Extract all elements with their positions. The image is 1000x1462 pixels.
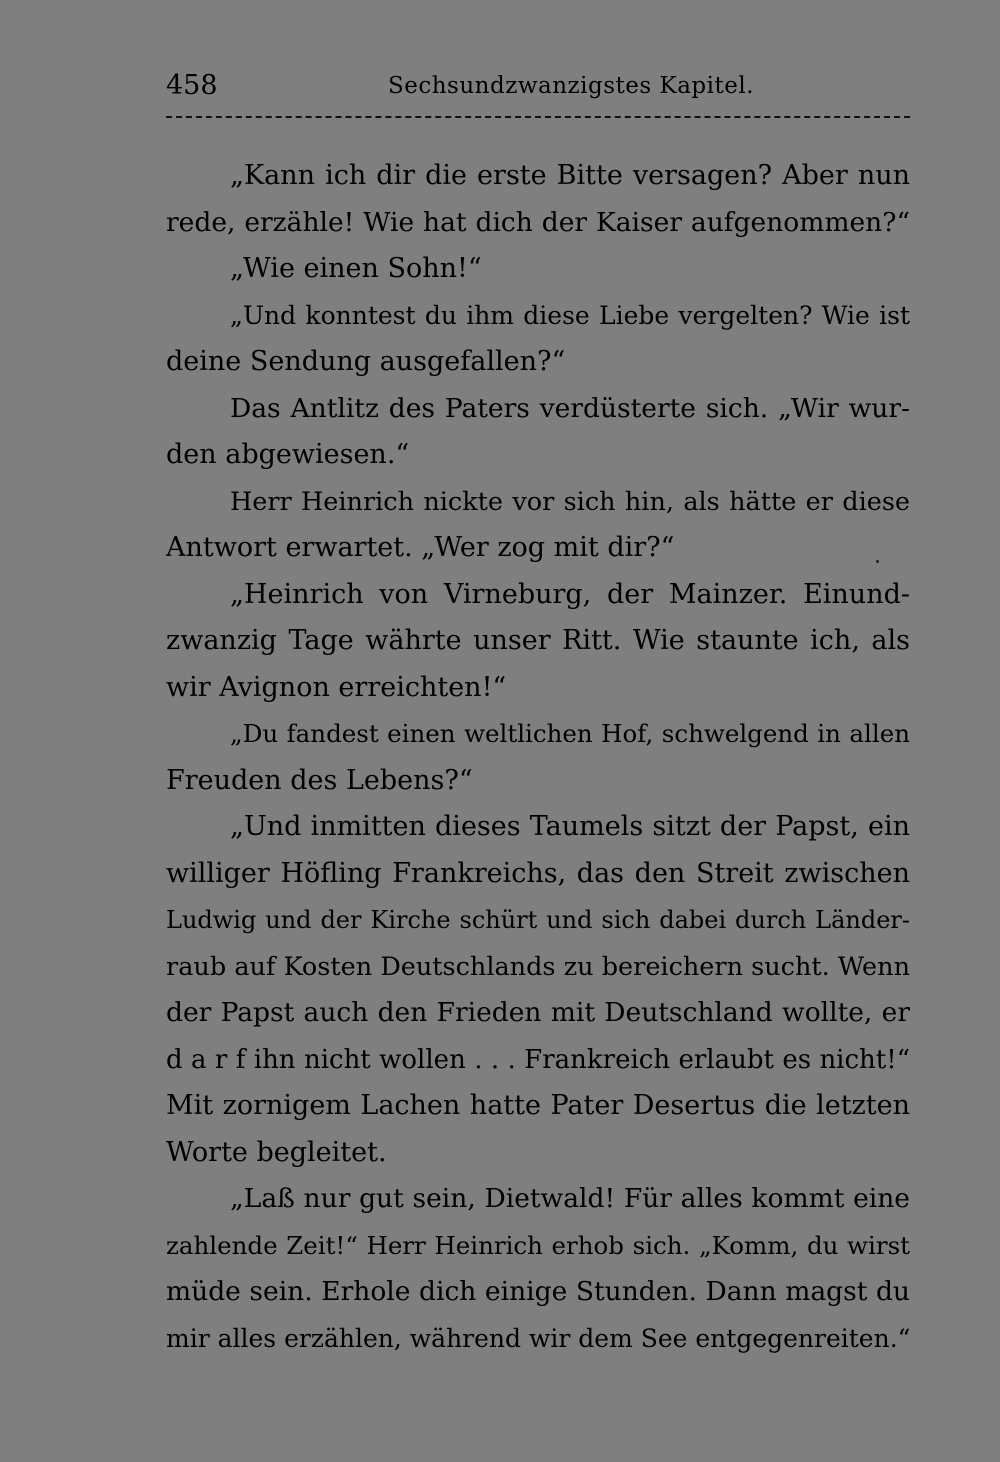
text-line: „Und konntest du ihm diese Liebe vergelten? Wie ist bbox=[230, 300, 910, 330]
text-line: den abgewiesen.“ bbox=[166, 439, 410, 470]
text-line: raub auf Kosten Deutschlands zu bereichern sucht. Wenn bbox=[166, 951, 910, 982]
text-line: Freuden des Lebens?“ bbox=[166, 764, 473, 796]
text-line: „Wie einen Sohn!“ bbox=[230, 253, 482, 284]
print-speck bbox=[876, 560, 879, 563]
text-line: Das Antlitz des Paters verdüsterte sich. „Wir wur- bbox=[230, 392, 910, 424]
text-line: „Und inmitten dieses Taumels sitzt der Papst, ein bbox=[230, 811, 910, 842]
text-line: Mit zornigem Lachen hatte Pater Desertus die letzten bbox=[166, 1090, 910, 1121]
page-number: 458 bbox=[166, 70, 218, 101]
text-line: mir alles erzählen, während wir dem See entgegenreiten.“ bbox=[166, 1323, 910, 1353]
text-line: rede, erzähle! Wie hat dich der Kaiser aufgenommen?“ bbox=[166, 206, 910, 238]
text-line: zahlende Zeit!“ Herr Heinrich erhob sich. „Komm, du wirst bbox=[166, 1230, 910, 1260]
text-line: „Laß nur gut sein, Dietwald! Für alles kommt eine bbox=[230, 1183, 910, 1214]
text-line: Herr Heinrich nickte vor sich hin, als hätte er diese bbox=[230, 486, 910, 517]
header-rule bbox=[166, 116, 910, 118]
text-line: williger Höfling Frankreichs, das den Streit zwischen bbox=[166, 857, 910, 889]
text-line: wir Avignon erreichten!“ bbox=[166, 671, 507, 703]
text-line: deine Sendung ausgefallen?“ bbox=[166, 346, 566, 377]
running-head: Sechsundzwanzigstes Kapitel. bbox=[388, 73, 755, 99]
text-line: „Kann ich dir die erste Bitte versagen? Aber nun bbox=[230, 160, 910, 191]
text-line: d a r f ihn nicht wollen . . . Frankreich erlaubt es nicht!“ bbox=[166, 1044, 910, 1075]
text-line: müde sein. Erhole dich einige Stunden. Dann magst du bbox=[166, 1276, 910, 1307]
text-line: Antwort erwartet. „Wer zog mit dir?“ bbox=[166, 532, 675, 563]
text-line: der Papst auch den Frieden mit Deutschland wollte, er bbox=[166, 997, 910, 1028]
text-line: Ludwig und der Kirche schürt und sich dabei durch Länder- bbox=[166, 906, 910, 934]
text-line: „Heinrich von Virneburg, der Mainzer. Einund- bbox=[230, 578, 910, 610]
text-line: zwanzig Tage währte unser Ritt. Wie staunte ich, als bbox=[166, 625, 910, 656]
body-text bbox=[166, 153, 910, 1362]
page-header bbox=[166, 68, 910, 104]
text-line: „Du fandest einen weltlichen Hof, schwelgend in allen bbox=[230, 719, 910, 748]
text-line: Worte begleitet. bbox=[166, 1136, 387, 1168]
